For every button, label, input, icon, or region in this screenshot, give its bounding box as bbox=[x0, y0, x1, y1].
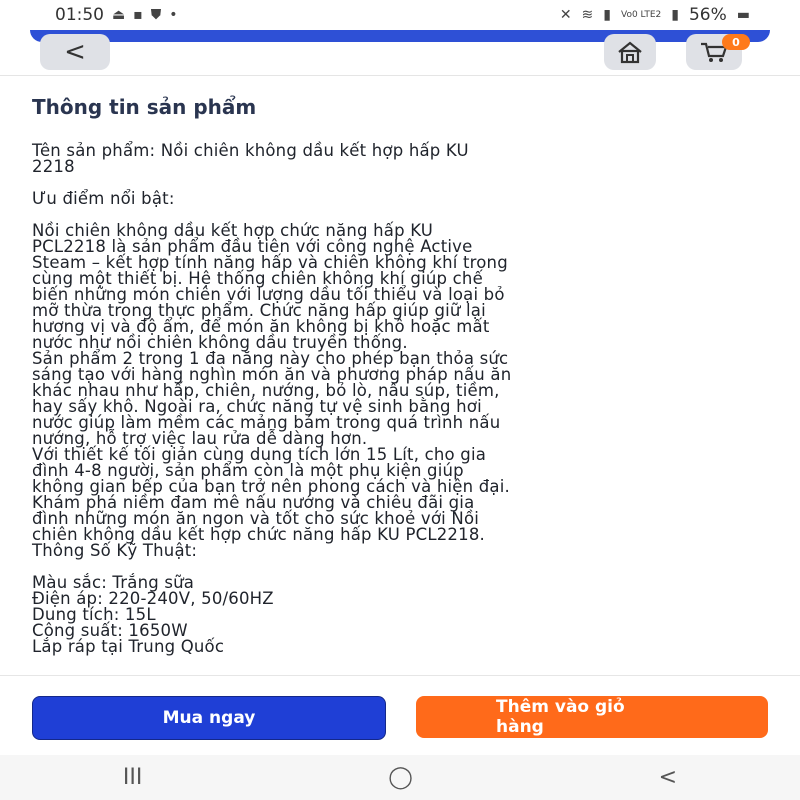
bottom-action-bar bbox=[0, 675, 800, 756]
add-to-cart-label-line2: hàng bbox=[496, 717, 544, 737]
shield-icon: ⛊ bbox=[150, 7, 162, 23]
status-time: 01:50 bbox=[55, 5, 104, 25]
top-app-bar bbox=[0, 30, 800, 76]
product-info-section bbox=[32, 95, 772, 655]
system-nav-bar bbox=[0, 755, 800, 800]
battery-level: 56% bbox=[688, 5, 727, 25]
signal-icon: ▮ bbox=[603, 7, 611, 23]
message-icon: ▪ bbox=[133, 7, 143, 23]
cart-count-badge: 0 bbox=[722, 34, 750, 50]
back-nav-button[interactable]: < bbox=[658, 765, 678, 790]
buy-now-button[interactable]: Mua ngay bbox=[32, 696, 386, 740]
home-nav-button[interactable]: ◯ bbox=[388, 765, 413, 790]
mute-icon: ✕ bbox=[559, 7, 572, 23]
dot-icon: • bbox=[169, 7, 178, 23]
recent-apps-button[interactable]: III bbox=[122, 765, 143, 790]
header-accent-strip bbox=[30, 30, 770, 42]
chevron-left-icon: < bbox=[64, 37, 86, 67]
wifi-icon: ≋ bbox=[581, 7, 594, 23]
home-icon bbox=[616, 40, 644, 64]
status-bar bbox=[0, 0, 800, 30]
product-description: Tên sản phẩm: Nồi chiên không dầu kết hợp hấp KU 2218 Ưu điểm nổi bật: Nồi chiên không dầu kết hợp chức năng hấp KU PCL2218 là sản phẩm đầu tiên với công nghệ Active Steam – kết hợp tính năng hấp và chiên không khí trong cùng một thiết bị. Hệ thống chiên không khí giúp chế biến những món chiên với lượng dầu tối thiểu và loại bỏ mỡ thừa trong thực phẩm. Chức năng hấp giúp giữ lại hương vị và độ ẩm, để món ăn không bị khô hoặc mất nước như nồi chiên không dầu truyền thống. Sản phẩm 2 trong 1 đa năng này cho phép bạn thỏa sức sáng tạo với hàng nghìn món ăn và phương pháp nấu ăn khác nhau như hấp, chiên, nướng, bỏ lò, nấu súp, tiềm, hay sấy khô. Ngoài ra, chức năng tự vệ sinh bằng hơi nước giúp làm mềm các mảng bám trong quá trình nấu nướng, hỗ trợ việc lau rửa dễ dàng hơn. Với thiết kế tối giản cùng dung tích lớn 15 Lít, cho gia đình 4-8 người, sản phẩm còn là một phụ kiện giúp không gian bếp của bạn trở nên phong cách và hiện đại. Khám phá niềm đam mê nấu nướng và chiêu đãi gia đình những món ăn ngon và tốt cho sức khoẻ với Nồi chiên không dầu kết hợp chức năng hấp KU PCL2218. Thông Số Kỹ Thuật: Màu sắc: Trắng sữa Điện áp: 220-240V, 50/60HZ Dung tích: 15L Công suất: 1650W Lắp ráp tại Trung Quốc bbox=[32, 141, 512, 656]
cast-icon: ⏏ bbox=[112, 7, 126, 23]
battery-icon: ▬ bbox=[736, 7, 750, 23]
back-button[interactable] bbox=[40, 34, 110, 70]
signal-icon-2: ▮ bbox=[671, 7, 679, 23]
network-label: Vo0 LTE2 bbox=[621, 10, 662, 20]
section-title: Thông tin sản phẩm bbox=[32, 95, 257, 119]
add-to-cart-label-line1: Thêm vào giỏ bbox=[496, 697, 625, 717]
add-to-cart-button[interactable] bbox=[416, 696, 768, 738]
home-button[interactable] bbox=[604, 34, 656, 70]
